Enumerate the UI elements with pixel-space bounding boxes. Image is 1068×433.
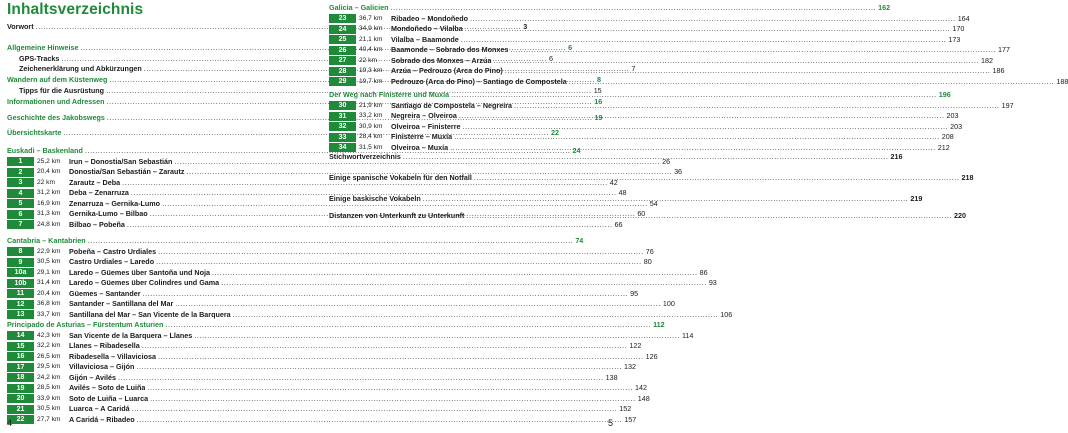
entry-page: 142 — [635, 383, 648, 392]
stage-distance: 36,8 km — [37, 300, 61, 307]
entry-title: Baamonde – Sobrado dos Monxes — [391, 45, 509, 54]
entry-page: 54 — [649, 198, 658, 208]
stage-distance: 24,8 km — [37, 220, 61, 228]
entry-title: Villaviciosa – Gijón — [69, 362, 135, 371]
entry-page: 60 — [637, 209, 646, 218]
stage-distance: 32,2 km — [37, 342, 61, 349]
stage-distance: 33,9 km — [37, 394, 61, 402]
entry-page: 177 — [998, 45, 1011, 54]
stage-distance: 40,4 km — [359, 46, 383, 53]
stage-distance: 19,7 km — [359, 77, 383, 85]
stage-distance: 27,7 km — [37, 415, 61, 423]
dot-leader — [493, 53, 979, 67]
entry-page: 173 — [948, 34, 961, 44]
entry-page: 106 — [720, 309, 733, 319]
toc-section — [7, 236, 733, 320]
entry-title: Allgemeine Hinweise — [7, 43, 79, 52]
entry-title: Ribadeo – Mondoñedo — [391, 13, 469, 23]
stage-number-badge: 34 — [329, 143, 356, 152]
entry-page: 76 — [645, 246, 654, 256]
entry-title: Negreira – Olveiroa — [391, 111, 457, 120]
stage-number-badge: 17 — [7, 363, 34, 372]
entry-page: 93 — [708, 278, 717, 287]
entry-page: 219 — [910, 194, 923, 203]
entry-page: 3 — [523, 22, 528, 31]
entry-title: Olveiroa – Muxía — [391, 142, 449, 152]
entry-title: Pedrouzo (Arca do Pino) – Santiago de Compostela — [391, 76, 567, 86]
dot-leader — [466, 211, 952, 222]
entry-title: Ribadesella – Villaviciosa — [69, 351, 156, 361]
entry-page: 208 — [941, 132, 954, 141]
entry-page: 152 — [619, 404, 632, 413]
entry-title: Wandern auf dem Küstenweg — [7, 75, 108, 84]
dot-leader — [454, 132, 940, 143]
dot-leader — [459, 111, 945, 122]
stage-entry[interactable] — [329, 13, 970, 25]
entry-page: 182 — [981, 55, 994, 65]
entry-title: Sobrado dos Monxes – Arzúa — [391, 55, 492, 65]
entry-title: Soto de Luiña – Luarca — [69, 393, 149, 403]
stage-number-badge: 14 — [7, 331, 34, 340]
entry-page: 66 — [614, 219, 623, 229]
dot-leader — [569, 77, 1055, 88]
entry-title: Irun – Donostia/San Sebastián — [69, 156, 173, 166]
stage-entry[interactable] — [329, 111, 959, 122]
stage-entry[interactable] — [7, 246, 654, 258]
stage-distance: 20,4 km — [37, 289, 61, 297]
entry-title: Deba – Zenarruza — [69, 188, 129, 197]
stage-number-badge: 12 — [7, 300, 34, 309]
dot-leader — [505, 66, 991, 77]
entry-page: 100 — [662, 299, 675, 308]
entry-title: San Vicente de la Barquera – Llanes — [69, 330, 193, 340]
entry-page: 74 — [575, 236, 584, 245]
dot-leader — [391, 3, 877, 14]
entry-page: 148 — [637, 393, 650, 403]
entry-title: Zenarruza – Gernika-Lumo — [69, 198, 161, 208]
entry-title: Avilés – Soto de Luiña — [69, 383, 146, 392]
stage-number-badge: 5 — [7, 199, 34, 208]
stage-entry[interactable] — [7, 219, 623, 231]
stage-number-badge: 22 — [7, 415, 34, 424]
stage-distance: 30,5 km — [37, 405, 61, 412]
stage-distance: 16,9 km — [37, 199, 61, 207]
dot-leader — [461, 35, 947, 46]
stage-distance: 31,5 km — [359, 143, 383, 151]
stage-number-badge: 13 — [7, 310, 34, 319]
stage-entry[interactable] — [329, 76, 1068, 88]
entry-page: 196 — [938, 90, 951, 99]
entry-page: 212 — [937, 142, 950, 152]
stage-entry[interactable] — [7, 351, 658, 363]
entry-page: 132 — [624, 362, 637, 371]
entry-title: Santillana del Mar – San Vicente de la Barquera — [69, 309, 231, 319]
page-number-right: 5 — [607, 418, 613, 428]
stage-distance: 24,2 km — [37, 373, 61, 381]
stage-number-badge: 15 — [7, 342, 34, 351]
stage-entry[interactable] — [7, 393, 650, 405]
dot-leader — [463, 122, 949, 133]
stage-distance: 30,5 km — [37, 258, 61, 265]
stage-number-badge: 21 — [7, 405, 34, 414]
entry-title: Euskadi – Baskenland — [7, 146, 83, 155]
stage-number-badge: 27 — [329, 56, 356, 65]
entry-title: Der Weg nach Finisterre und Muxía — [329, 90, 450, 99]
stage-entry[interactable] — [329, 53, 994, 67]
entry-page: 164 — [957, 13, 970, 23]
entry-page: 203 — [950, 121, 963, 131]
stage-distance: 26,5 km — [37, 352, 61, 360]
entry-title: Zarautz – Deba — [69, 177, 121, 187]
stage-distance: 29,1 km — [37, 268, 61, 276]
stage-number-badge: 1 — [7, 157, 34, 166]
stage-distance: 22,9 km — [37, 247, 61, 255]
stage-distance: 33,2 km — [359, 112, 383, 119]
entry-page: 26 — [662, 156, 671, 166]
entry-page: 197 — [1001, 100, 1014, 110]
stage-number-badge: 16 — [7, 352, 34, 361]
stage-number-badge: 2 — [7, 168, 34, 177]
entry-page: 36 — [674, 167, 683, 176]
entry-title: Vilalba – Baamonde — [391, 34, 459, 44]
entry-title: Distanzen von Unterkunft zu Unterkunft — [329, 211, 465, 220]
entry-title: Santiago de Compostela – Negreira — [391, 100, 513, 110]
stage-distance: 21,1 km — [359, 35, 383, 43]
stage-number-badge: 6 — [7, 210, 34, 219]
entry-page: 112 — [653, 320, 665, 329]
page-number-left: 4 — [7, 418, 13, 428]
entry-title: Donostia/San Sebastián – Zarautz — [69, 167, 185, 176]
stage-distance: 36,7 km — [359, 14, 383, 22]
stage-distance: 33,7 km — [37, 310, 61, 318]
entry-page: 95 — [630, 288, 639, 298]
stage-distance: 34,9 km — [359, 25, 383, 32]
stage-entry[interactable] — [7, 257, 652, 268]
stage-entry[interactable] — [7, 362, 637, 373]
stage-number-badge: 24 — [329, 25, 356, 34]
stage-distance: 28,4 km — [359, 133, 383, 140]
stage-number-badge: 25 — [329, 35, 356, 44]
stage-distance: 28,5 km — [37, 384, 61, 391]
entry-page: 48 — [618, 188, 627, 197]
stage-number-badge: 31 — [329, 112, 356, 121]
entry-title: Llanes – Ribadesella — [69, 341, 140, 350]
entry-title: Mondoñedo – Vilalba — [391, 24, 463, 33]
entry-title: Geschichte des Jakobswegs — [7, 113, 105, 122]
toc-entry[interactable] — [7, 320, 665, 331]
entry-title: Bilbao – Pobeña — [69, 219, 125, 229]
entry-title: Gijón – Avilés — [69, 372, 116, 382]
stage-entry[interactable] — [7, 372, 618, 384]
entry-page: 15 — [593, 85, 602, 95]
entry-title: Informationen und Adressen — [7, 97, 105, 106]
stage-entry[interactable] — [7, 414, 637, 426]
stage-entry[interactable] — [7, 330, 694, 342]
stage-entry[interactable] — [7, 404, 632, 415]
entry-page: 7 — [631, 64, 636, 73]
entry-page: 188 — [1056, 76, 1068, 86]
stage-distance: 25,2 km — [37, 157, 61, 165]
entry-page: 186 — [992, 66, 1005, 75]
stage-entry[interactable] — [7, 341, 642, 352]
entry-title: Güemes – Santander — [69, 288, 141, 298]
entry-page: 86 — [699, 267, 708, 277]
stage-number-badge: 20 — [7, 394, 34, 403]
entry-title: Galicia – Galicien — [329, 3, 389, 12]
dot-leader — [423, 194, 909, 205]
toc-section — [329, 90, 1014, 153]
stage-number-badge: 9 — [7, 258, 34, 267]
stage-number-badge: 4 — [7, 189, 34, 198]
stage-number-badge: 10b — [7, 279, 34, 288]
entry-title: A Caridá – Ribadeo — [69, 414, 135, 424]
stage-entry[interactable] — [7, 309, 733, 321]
entry-page: 220 — [954, 211, 966, 220]
stage-entry[interactable] — [7, 267, 708, 279]
entry-page: 114 — [681, 330, 694, 340]
entry-page: 218 — [961, 173, 974, 182]
entry-title: Stichwortverzeichnis — [329, 152, 401, 161]
toc-entry[interactable] — [329, 90, 951, 101]
stage-distance: 22 km — [359, 56, 377, 64]
stage-entry[interactable] — [329, 34, 961, 46]
entry-page: 42 — [609, 177, 618, 187]
stage-number-badge: 33 — [329, 133, 356, 142]
stage-distance: 31,3 km — [37, 210, 61, 217]
entry-title: Übersichtskarte — [7, 128, 62, 137]
stage-distance: 29,5 km — [37, 363, 61, 370]
stage-distance: 31,2 km — [37, 189, 61, 196]
stage-distance: 22 km — [37, 178, 55, 186]
toc-entry[interactable] — [7, 236, 584, 247]
stage-entry[interactable] — [7, 288, 639, 300]
stage-distance: 30,9 km — [359, 122, 383, 130]
stage-entry[interactable] — [7, 278, 717, 289]
entry-title: Laredo – Güemes über Colindres und Gama — [69, 278, 220, 287]
entry-page: 138 — [605, 372, 618, 382]
stage-number-badge: 8 — [7, 247, 34, 256]
stage-entry[interactable] — [329, 66, 1005, 77]
stage-entry[interactable] — [329, 121, 963, 133]
stage-number-badge: 19 — [7, 384, 34, 393]
stage-number-badge: 29 — [329, 77, 356, 86]
stage-distance: 42,3 km — [37, 331, 61, 339]
stage-number-badge: 32 — [329, 122, 356, 131]
toc-entry[interactable] — [329, 3, 891, 14]
stage-number-badge: 11 — [7, 289, 34, 298]
toc-section — [7, 320, 694, 425]
stage-number-badge: 28 — [329, 67, 356, 76]
stage-entry[interactable] — [7, 299, 675, 310]
entry-page: 203 — [946, 111, 959, 120]
stage-number-badge: 7 — [7, 220, 34, 229]
entry-title: GPS-Tracks — [19, 53, 60, 63]
entry-page: 19 — [594, 113, 603, 122]
toc-title: Inhaltsverzeichnis — [7, 1, 144, 18]
dot-leader — [451, 90, 937, 101]
toc-section — [329, 3, 1068, 87]
entry-page: 122 — [629, 341, 642, 350]
dot-leader — [510, 45, 996, 56]
entry-title: Castro Urdiales – Laredo — [69, 257, 155, 266]
entry-title: Pobeña – Castro Urdiales — [69, 246, 157, 256]
stage-entry[interactable] — [329, 100, 1014, 112]
entry-title: Tipps für die Ausrüstung — [19, 85, 105, 95]
stage-distance: 19,3 km — [359, 67, 383, 74]
dot-leader — [514, 101, 1000, 112]
entry-title: Gernika-Lumo – Bilbao — [69, 209, 148, 218]
stage-distance: 31,4 km — [37, 279, 61, 286]
stage-entry[interactable] — [329, 45, 1011, 56]
dot-leader — [403, 152, 889, 163]
entry-page: 22 — [550, 128, 559, 137]
dot-leader — [474, 173, 960, 184]
entry-page: 16 — [594, 97, 603, 106]
entry-title: Finisterre – Muxía — [391, 132, 453, 141]
dot-leader — [470, 14, 956, 25]
entry-page: 6 — [548, 53, 553, 63]
stage-distance: 21,9 km — [359, 101, 383, 109]
entry-page: 170 — [952, 24, 965, 33]
entry-title: Cantabria – Kantabrien — [7, 236, 86, 245]
stage-entry[interactable] — [329, 24, 965, 35]
entry-title: Einige baskische Vokabeln — [329, 194, 421, 203]
entry-page: 216 — [890, 152, 903, 161]
entry-title: Principado de Asturias – Fürstentum Asturien — [7, 320, 164, 329]
stage-entry[interactable] — [329, 132, 954, 143]
entry-title: Laredo – Güemes über Santoña und Noja — [69, 267, 210, 277]
stage-number-badge: 18 — [7, 373, 34, 382]
entry-title: Einige spanische Vokabeln für den Notfall — [329, 173, 472, 182]
entry-title: Arzúa – Pedrouzo (Arca do Pino) — [391, 66, 503, 75]
entry-page: 24 — [572, 146, 581, 155]
entry-title: Vorwort — [7, 22, 34, 31]
dot-leader — [465, 24, 951, 35]
entry-page: 157 — [624, 414, 637, 424]
stage-number-badge: 3 — [7, 178, 34, 187]
stage-number-badge: 30 — [329, 101, 356, 110]
entry-page: 6 — [568, 43, 573, 52]
entry-page: 8 — [597, 75, 601, 84]
entry-page: 126 — [645, 351, 658, 361]
entry-page: 80 — [643, 257, 652, 266]
stage-number-badge: 23 — [329, 14, 356, 23]
stage-distance: 20,4 km — [37, 168, 61, 175]
stage-number-badge: 26 — [329, 46, 356, 55]
stage-entry[interactable] — [7, 383, 648, 394]
entry-title: Zeichenerklärung und Abkürzungen — [19, 64, 142, 73]
entry-title: Olveiroa – Finisterre — [391, 121, 461, 131]
stage-number-badge: 10a — [7, 268, 34, 277]
entry-title: Luarca – A Caridá — [69, 404, 130, 413]
entry-page: 162 — [878, 3, 891, 12]
entry-title: Santander – Santillana del Mar — [69, 299, 174, 308]
